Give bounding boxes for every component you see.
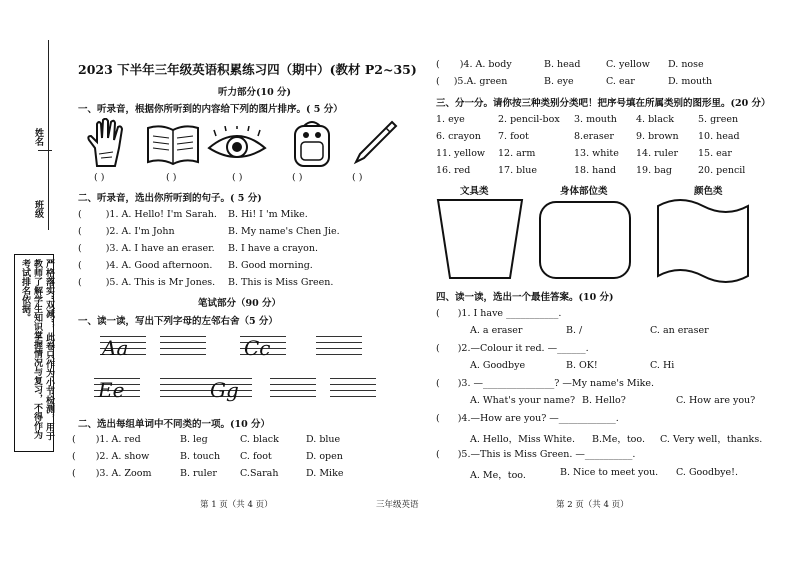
- odd-4-c: C. yellow: [606, 59, 650, 70]
- q4-4-c: C. Very well，thanks.: [660, 434, 763, 445]
- q2-item-2[interactable]: ( )2. A. I'm John: [78, 226, 175, 237]
- page-title: 2023 下半年三年级英语积累练习四（期中）(教材 P2~35): [78, 62, 417, 77]
- q3-word: 17. blue: [498, 165, 537, 176]
- q3-word: 2. pencil-box: [498, 114, 560, 125]
- q3-word: 6. crayon: [436, 131, 481, 142]
- odd-5-d: D. mouth: [668, 76, 713, 87]
- q4-4-a: A. Hello，Miss White.: [470, 434, 576, 445]
- odd-item-1[interactable]: ( )1. A. red: [72, 434, 141, 445]
- class-label: 班级: [33, 200, 43, 218]
- write-line-3[interactable]: [160, 378, 206, 402]
- odd-1-c: C. black: [240, 434, 279, 445]
- colour-wave-flag[interactable]: [656, 198, 750, 286]
- q3-word: 8.eraser: [574, 131, 614, 142]
- binding-sidebar: [0, 0, 60, 561]
- q3-word: 11. yellow: [436, 148, 486, 159]
- q4-1-b: B. /: [566, 325, 583, 336]
- q2-title: 二、听录音，选出你所听到的句子。( 5 分): [78, 193, 262, 204]
- q2-item-2-b: B. My name's Chen Jie.: [228, 226, 340, 237]
- category-body: 身体部位类: [560, 186, 608, 197]
- q3-word: 15. ear: [698, 148, 732, 159]
- odd-item-4[interactable]: ( )4. A. body: [436, 59, 512, 70]
- body-rounded-rect[interactable]: [538, 200, 632, 280]
- q3-word: 12. arm: [498, 148, 536, 159]
- name-label: 姓名: [33, 128, 43, 146]
- q4-item-1[interactable]: ( )1. I have ___________.: [436, 308, 562, 319]
- pencil-icon: [352, 120, 398, 166]
- q4-1-c: C. an eraser: [650, 325, 709, 336]
- odd-4-d: D. nose: [668, 59, 704, 70]
- sidebar-line: [48, 40, 49, 230]
- q3-word: 9. brown: [636, 131, 679, 142]
- q4-item-5[interactable]: ( )5.—This is Miss Green. —__________.: [436, 449, 636, 460]
- notice-box: [14, 254, 54, 452]
- q4-2-c: C. Hi: [650, 360, 675, 371]
- q3-word: 19. bag: [636, 165, 672, 176]
- q2-item-3-b: B. I have a crayon.: [228, 243, 319, 254]
- q4-3-a: A. What's your name?: [470, 395, 576, 406]
- letter-box-gg: Gg: [206, 376, 252, 406]
- q4-4-b: B.Me，too.: [592, 434, 645, 445]
- q3-word: 7. foot: [498, 131, 529, 142]
- q1-blank-3[interactable]: ( ): [232, 172, 243, 183]
- odd-1-b: B. leg: [180, 434, 208, 445]
- letter-box-cc: Cc: [240, 334, 286, 364]
- q1-blank-5[interactable]: ( ): [352, 172, 363, 183]
- q4-item-4[interactable]: ( )4.—How are you? —____________.: [436, 413, 619, 424]
- hand-icon: [85, 118, 129, 168]
- q3-word: 14. ruler: [636, 148, 678, 159]
- write-line-4[interactable]: [270, 378, 316, 402]
- odd-3-d: D. Mike: [306, 468, 344, 479]
- q2-item-1[interactable]: ( )1. A. Hello! I'm Sarah.: [78, 209, 217, 220]
- odd-2-b: B. touch: [180, 451, 221, 462]
- footer-subject: 三年级英语: [376, 500, 419, 510]
- odd-3-c: C.Sarah: [240, 468, 279, 479]
- q1-title: 一、听录音，根据你所听到的内容给下列的图片排序。( 5 分）: [78, 104, 343, 115]
- odd-5-b: B. eye: [544, 76, 574, 87]
- write-line-1[interactable]: [160, 336, 206, 360]
- q1-blank-2[interactable]: ( ): [166, 172, 177, 183]
- listening-header: 听力部分(10 分): [218, 87, 292, 98]
- odd-2-c: C. foot: [240, 451, 272, 462]
- q4-item-2[interactable]: ( )2.—Colour it red. —______.: [436, 343, 589, 354]
- odd-4-b: B. head: [544, 59, 581, 70]
- schoolbag-icon: [290, 118, 334, 168]
- q2-item-4-b: B. Good morning.: [228, 260, 313, 271]
- q3-word: 20. pencil: [698, 165, 746, 176]
- q2-item-5-b: B. This is Miss Green.: [228, 277, 334, 288]
- q1-blank-4[interactable]: ( ): [292, 172, 303, 183]
- letter-box-ee: Ee: [94, 376, 140, 406]
- q2-item-4[interactable]: ( )4. A. Good afternoon.: [78, 260, 213, 271]
- odd-item-5[interactable]: ( )5.A. green: [436, 76, 508, 87]
- stationery-trapezoid[interactable]: [436, 198, 524, 280]
- q3-title: 三、分一分。请你按三种类别分类吧！把序号填在所属类别的图形里。(20 分）: [436, 98, 771, 109]
- letters-title: 一、读一读，写出下列字母的左邻右舍（5 分）: [78, 316, 278, 327]
- q4-2-a: A. Goodbye: [470, 360, 526, 371]
- q3-word: 3. mouth: [574, 114, 617, 125]
- category-stationery: 文具类: [460, 186, 489, 197]
- odd-2-d: D. open: [306, 451, 343, 462]
- written-header: 笔试部分（90 分）: [198, 298, 282, 309]
- odd-title: 二、选出每组单词中不同类的一项。(10 分）: [78, 419, 271, 430]
- q3-word: 1. eye: [436, 114, 465, 125]
- q2-item-3[interactable]: ( )3. A. I have an eraser.: [78, 243, 215, 254]
- q3-word: 4. black: [636, 114, 674, 125]
- footer-page2: 第 2 页（共 4 页）: [556, 500, 629, 510]
- q2-item-5[interactable]: ( )5. A. This is Mr Jones.: [78, 277, 216, 288]
- odd-5-c: C. ear: [606, 76, 635, 87]
- q4-5-c: C. Goodbye!.: [676, 467, 738, 478]
- footer-page1: 第 1 页（共 4 页）: [200, 500, 273, 510]
- letter-box-aa: Aa: [100, 334, 146, 364]
- q4-5-b: B. Nice to meet you.: [560, 467, 659, 478]
- q3-word: 18. hand: [574, 165, 617, 176]
- q4-1-a: A. a eraser: [470, 325, 523, 336]
- q3-word: 10. head: [698, 131, 740, 142]
- q3-word: 13. white: [574, 148, 619, 159]
- odd-item-2[interactable]: ( )2. A. show: [72, 451, 150, 462]
- q3-word: 5. green: [698, 114, 739, 125]
- odd-1-d: D. blue: [306, 434, 341, 445]
- odd-3-b: B. ruler: [180, 468, 217, 479]
- q4-item-3[interactable]: ( )3. —_______________? —My name's Mike.: [436, 378, 655, 389]
- name-blank: [38, 150, 52, 151]
- category-colour: 颜色类: [694, 186, 723, 197]
- q4-2-b: B. OK!: [566, 360, 598, 371]
- q4-title: 四、读一读，选出一个最佳答案。(10 分): [436, 292, 614, 303]
- notice-text: 严格落实“双减”，此卷只作为小节检测，用于教师了解学生知识掌握情况与复习，不得作为考试排名依据。: [20, 259, 54, 441]
- book-icon: [145, 122, 201, 166]
- q4-3-c: C. How are you?: [676, 395, 756, 406]
- write-line-5[interactable]: [330, 378, 376, 402]
- odd-item-3[interactable]: ( )3. A. Zoom: [72, 468, 152, 479]
- q4-3-b: B. Hello?: [582, 395, 626, 406]
- q2-item-1-b: B. Hi! I 'm Mike.: [228, 209, 308, 220]
- eye-icon: [206, 126, 268, 166]
- q4-5-a: A. Me，too.: [470, 470, 526, 481]
- write-line-2[interactable]: [316, 336, 362, 360]
- q1-blank-1[interactable]: ( ): [94, 172, 105, 183]
- q3-word: 16. red: [436, 165, 471, 176]
